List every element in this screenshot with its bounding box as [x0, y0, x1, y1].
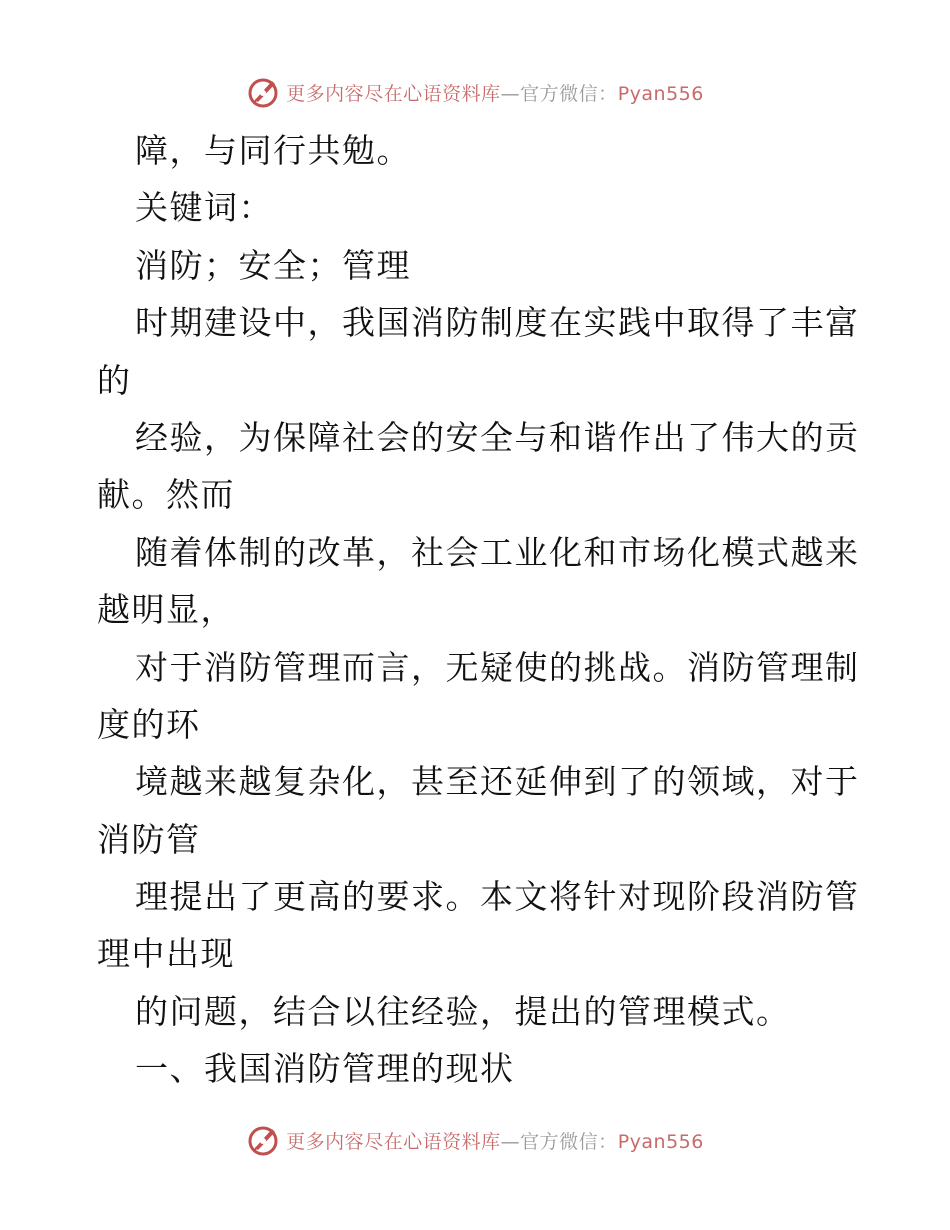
header-banner-text	[286, 79, 704, 106]
banner-separator: —	[500, 1130, 521, 1153]
footer-banner-text	[286, 1127, 704, 1154]
text-line: 越明显，	[97, 590, 235, 630]
wechat-label: 官方微信：	[520, 1130, 618, 1153]
text-line: 献。然而	[97, 475, 235, 515]
banner-separator: —	[500, 82, 521, 105]
text-line: 度的环	[97, 704, 201, 744]
quill-logo-icon	[246, 75, 280, 109]
text-line: 时期建设中，我国消防制度在实践中取得了丰富	[135, 303, 860, 343]
text-line: 的问题，结合以往经验，提出的管理模式。	[135, 991, 791, 1031]
text-line: 关键词：	[135, 188, 273, 228]
text-line: 一、我国消防管理的现状	[135, 1049, 515, 1089]
wechat-id: Pyan556	[617, 82, 704, 105]
text-line: 随着体制的改革，社会工业化和市场化模式越来	[135, 532, 860, 572]
text-line: 境越来越复杂化，甚至还延伸到了的领域，对于	[135, 762, 860, 802]
wechat-label: 官方微信：	[520, 82, 618, 105]
footer-banner	[0, 1120, 950, 1160]
site-name: 更多内容尽在心语资料库	[286, 82, 501, 105]
document-body	[97, 122, 860, 1098]
text-line: 经验，为保障社会的安全与和谐作出了伟大的贡	[135, 417, 860, 457]
site-name: 更多内容尽在心语资料库	[286, 1130, 501, 1153]
wechat-id: Pyan556	[617, 1130, 704, 1153]
text-line: 障，与同行共勉。	[135, 131, 411, 170]
text-line: 理中出现	[97, 934, 235, 974]
text-line: 的	[97, 360, 132, 400]
text-line: 消防管	[97, 819, 201, 859]
text-line: 理提出了更高的要求。本文将针对现阶段消防管	[135, 877, 860, 917]
text-line: 消防；安全；管理	[135, 245, 411, 285]
text-line: 对于消防管理而言，无疑使的挑战。消防管理制	[135, 647, 860, 687]
quill-logo-icon	[246, 1123, 280, 1157]
header-banner	[0, 72, 950, 112]
